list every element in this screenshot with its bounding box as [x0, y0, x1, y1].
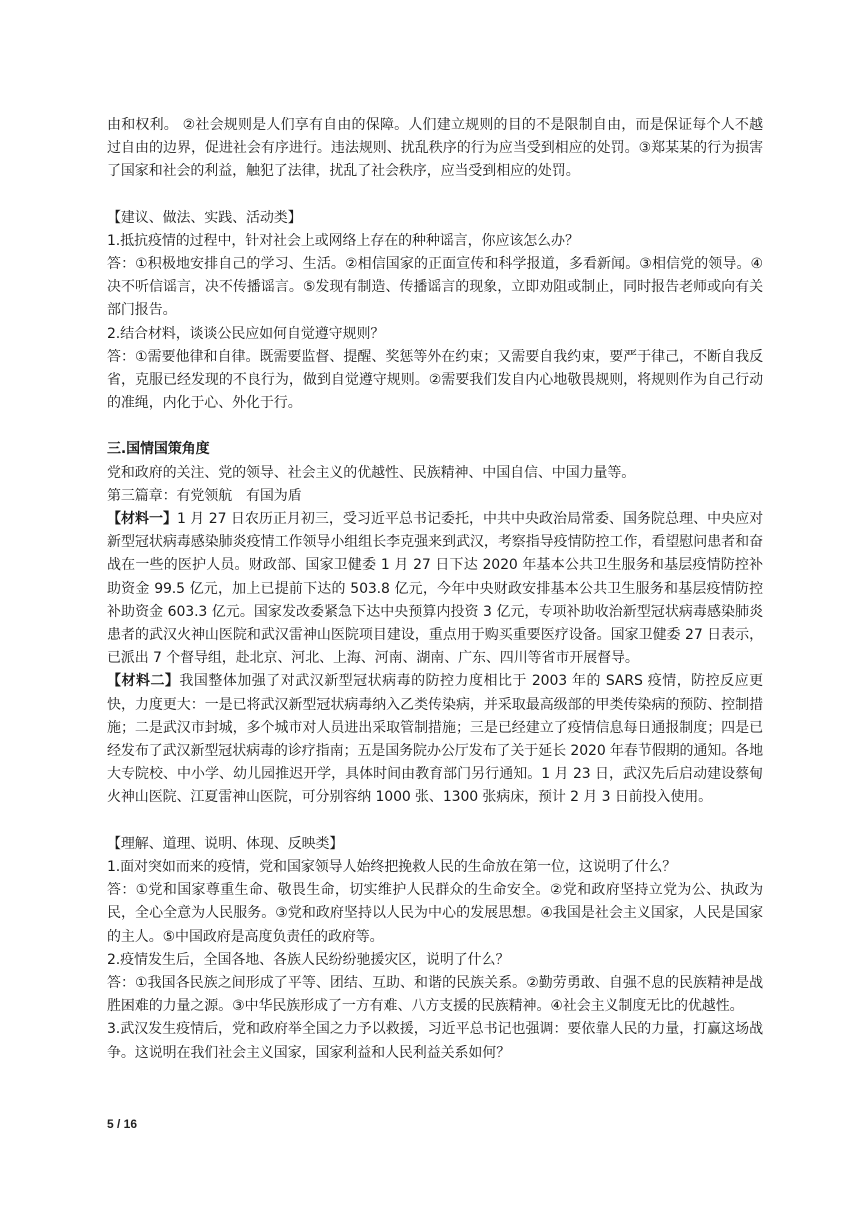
material-1-label: 【材料一】 [107, 511, 178, 528]
section-heading-understanding: 【理解、道理、说明、体现、反映类】 [107, 835, 344, 852]
answer-u1: 答：①党和国家尊重生命、敬畏生命，切实维护人民群众的生命安全。②党和政府坚持立党为公、执政为民，全心全意为人民服务。③党和政府坚持以人民为中心的发展思想。④我国是社会主义国家，人民是国家的主人。⑤中国政府是高度负责任的政府等。 [107, 882, 763, 945]
material-2-text: 我国整体加强了对武汉新型冠状病毒的防控力度相比于 2003 年的 SARS 疫情，防控反应更快，力度更大：一是已将武汉新型冠状病毒纳入乙类传染病，并采取最高级部的甲类传染病的预防、控制措施；二是武汉市封城，多个城市对人员进出采取管制措施；三是已经建立了疫情信息每日通报制度；四是已经发布了武汉新型冠状病毒的诊疗指南；五是国务院办公厅发布了关于延长 2020 年春节假期的通知。各地大专院校、中小学、幼儿园推迟开学，具体时间由教育部门另行通知。1 月 23 日，武汉先后启动建设蔡甸火神山医院、江夏雷神山医院，可分别容纳 1000 张、1300 张病床，预计 2 月 3 日前投入使用。 [107, 673, 764, 806]
question-1: 1.抵抗疫情的过程中，针对社会上或网络上存在的种种谣言，你应该怎么办？ [107, 232, 579, 249]
spacer [107, 184, 763, 207]
paragraph-continued: 由和权利。 ②社会规则是人们享有自由的保障。人们建立规则的目的不是限制自由，而是保证每个人不越过自由的边界，促进社会有序进行。违法规则、扰乱秩序的行为应当受到相应的处罚。③郑某某的行为损害了国家和社会的利益，触犯了法律，扰乱了社会秩序，应当受到相应的处罚。 [107, 117, 763, 180]
answer-1: 答：①积极地安排自己的学习、生活。②相信国家的正面宣传和科学报道，多看新闻。③相信党的领导。④决不听信谣言，决不传播谣言。⑤发现有制造、传播谣言的现象，立即劝阻或制止，同时报告老师或向有关部门报告。 [107, 256, 763, 319]
answer-2: 答：①需要他律和自律。既需要监督、提醒、奖惩等外在约束；又需要自我约束，要严于律己，不断自我反省，克服已经发现的不良行为，做到自觉遵守规则。②需要我们发自内心地敬畏规则，将规则作为自己行动的准绳，内化于心、外化于行。 [107, 348, 763, 412]
section-title-national: 三.国情国策角度 [107, 441, 210, 458]
section-subtitle: 党和政府的关注、党的领导、社会主义的优越性、民族精神、中国自信、中国力量等。 [107, 464, 636, 481]
question-2: 2.结合材料，谈谈公民应如何自觉遵守规则？ [107, 325, 385, 342]
chapter-title: 第三篇章：有党领航 有国为盾 [107, 487, 302, 504]
spacer [107, 415, 763, 438]
question-u2: 2.疫情发生后，全国各地、各族人民纷纷驰援灾区，说明了什么？ [107, 951, 510, 968]
material-2-label: 【材料二】 [107, 673, 180, 690]
answer-u2: 答：①我国各民族之间形成了平等、团结、互助、和谐的民族关系。②勤劳勇敢、自强不息的民族精神是战胜困难的力量之源。③中华民族形成了一方有难、八方支援的民族精神。④社会主义制度无比的优越性。 [107, 974, 763, 1015]
question-u3: 3.武汉发生疫情后，党和政府举全国之力予以救援，习近平总书记也强调：要依靠人民的力量，打赢这场战争。这说明在我们社会主义国家，国家利益和人民利益关系如何？ [107, 1021, 763, 1061]
question-u1: 1.面对突如而来的疫情，党和国家领导人始终把挽救人民的生命放在第一位，这说明了什么？ [107, 858, 677, 875]
material-2 [107, 670, 763, 809]
spacer [107, 810, 763, 833]
section-heading-suggestions: 【建议、做法、实践、活动类】 [107, 209, 302, 226]
page-content [107, 114, 763, 1065]
material-1 [107, 508, 763, 670]
page-number: 5 / 16 [107, 1117, 138, 1131]
material-1-text: 1 月 27 日农历正月初三，受习近平总书记委托，中共中央政治局常委、国务院总理、中央应对新型冠状病毒感染肺炎疫情工作领导小组组长李克强来到武汉，考察指导疫情防控工作，看望慰问患者和奋战在一些的医护人员。财政部、国家卫健委 1 月 27 日下达 2020 年基本公共卫生服务和基层疫情防控补助资金 99.5 亿元，加上已提前下达的 503.8 亿元，今年中央财政安排基本公共卫生服务和基层疫情防控补助资金 603.3 亿元。国家发改委紧急下达中央预算内投资 3 亿元，专项补助收治新型冠状病毒感染肺炎患者的武汉火神山医院和武汉雷神山医院项目建设，重点用于购买重要医疗设备。国家卫健委 27 日表示，已派出 7 个督导组，赴北京、河北、上海、河南、湖南、广东、四川等省市开展督导。 [107, 511, 764, 667]
